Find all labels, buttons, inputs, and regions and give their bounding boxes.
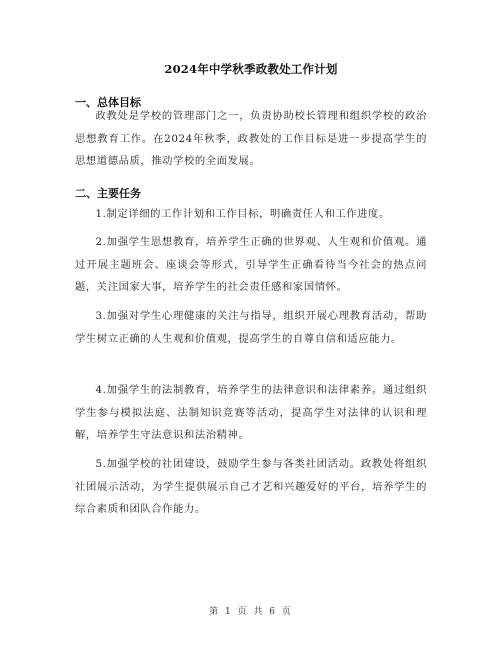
paragraph-task-3: 3.加强对学生心理健康的关注与指导，组织开展心理教育活动，帮助学生树立正确的人生观和价值观，提高学生的自尊自信和适应能力。 bbox=[75, 310, 427, 345]
paragraph-goals: 政教处是学校的管理部门之一，负责协助校长管理和组织学校的政治思想教育工作。在2024年秋季，政教处的工作目标是进一步提高学生的思想道德品质，推动学校的全面发展。 bbox=[75, 110, 427, 168]
paragraph-task-4: 4.加强学生的法制教育，培养学生的法律意识和法律素养。通过组织学生参与模拟法庭、法制知识竞赛等活动，提高学生对法律的认识和理解，培养学生守法意识和法治精神。 bbox=[75, 384, 427, 442]
paragraph-task-2: 2.加强学生思想教育，培养学生正确的世界观、人生观和价值观。通过开展主题班会、座谈会等形式，引导学生正确看待当今社会的热点问题，关注国家大事，培养学生的社会责任感和家国情怀。 bbox=[75, 236, 427, 294]
document-title: 2024年中学秋季政教处工作计划 bbox=[164, 62, 338, 76]
page-number-footer: 第 1 页 共 6 页 bbox=[209, 607, 293, 617]
paragraph-task-5: 5.加强学校的社团建设，鼓励学生参与各类社团活动。政教处将组织社团展示活动，为学生提供展示自己才艺和兴趣爱好的平台，培养学生的综合素质和团队合作能力。 bbox=[75, 458, 427, 516]
paragraph-task-1: 1.制定详细的工作计划和工作目标，明确责任人和工作进度。 bbox=[95, 208, 390, 220]
section-heading-goals: 一、总体目标 bbox=[75, 96, 141, 109]
section-heading-tasks: 二、主要任务 bbox=[75, 187, 141, 200]
